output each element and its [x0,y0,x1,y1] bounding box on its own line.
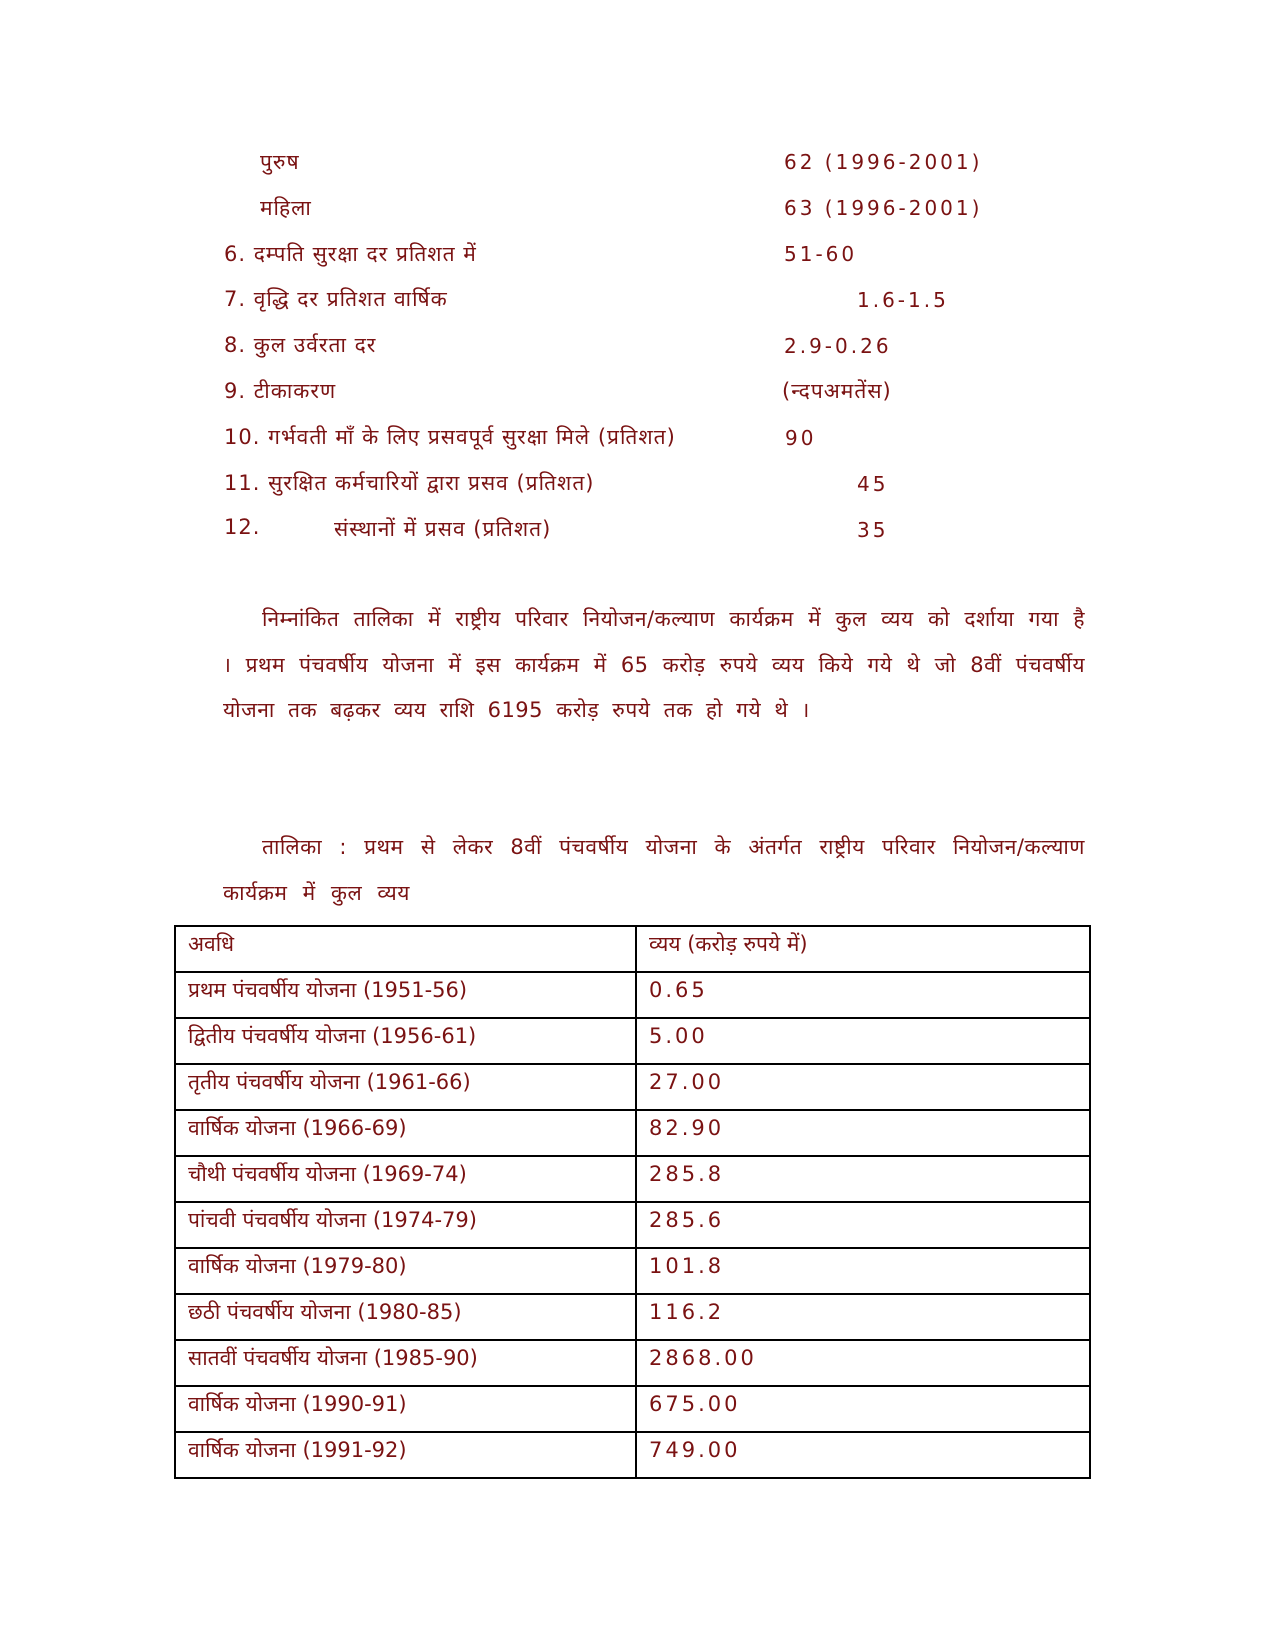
indicator-label: 6. दम्पति सुरक्षा दर प्रतिशत में [224,242,477,266]
indicator-value: 51-60 [784,242,858,266]
indicator-label-text: संस्थानों में प्रसव (प्रतिशत) [334,517,552,541]
indicator-value: 62 (1996-2001) [784,150,983,174]
period-cell: वार्षिक योजना (1966-69) [175,1110,636,1156]
table-header-row [175,926,1090,972]
table-caption: तालिका : प्रथम से लेकर 8वीं पंचवर्षीय योजना के अंतर्गत राष्ट्रीय परिवार नियोजन/कल्याण कार्यक्रम में कुल व्यय [223,835,1085,905]
expense-cell: 116.2 [636,1294,1090,1340]
indicator-label: पुरुष [260,150,300,174]
indicator-label: 9. टीकाकरण [224,379,337,403]
period-cell: तृतीय पंचवर्षीय योजना (1961-66) [175,1064,636,1110]
table-row [175,1110,1090,1156]
indicator-label: महिला [260,196,312,220]
table-row [175,1432,1090,1478]
period-cell: प्रथम पंचवर्षीय योजना (1951-56) [175,972,636,1018]
table-row [175,1156,1090,1202]
expense-cell: 2868.00 [636,1340,1090,1386]
indicator-value: 45 [857,472,889,496]
indicator-label: 8. कुल उर्वरता दर [224,333,377,357]
period-cell: वार्षिक योजना (1979-80) [175,1248,636,1294]
expense-cell: 285.6 [636,1202,1090,1248]
indicator-value: 90 [785,426,817,450]
expense-cell: 27.00 [636,1064,1090,1110]
table-row [175,1202,1090,1248]
expense-cell: 749.00 [636,1432,1090,1478]
body-paragraph: निम्नांकित तालिका में राष्ट्रीय परिवार नियोजन/कल्याण कार्यक्रम में कुल व्यय को दर्शाया गया है । प्रथम पंचवर्षीय योजना में इस कार्यक्रम में 65 करोड़ रुपये व्यय किये गये थे जो 8वीं पंचवर्षीय योजना तक बढ़कर व्यय राशि 6195 करोड़ रुपये तक हो गये थे । [223,607,1085,722]
expense-cell: 101.8 [636,1248,1090,1294]
expense-cell: 5.00 [636,1018,1090,1064]
indicator-value: 2.9-0.26 [784,334,892,358]
expense-cell: 675.00 [636,1386,1090,1432]
indicator-label: 12. [224,515,261,539]
expense-cell: 285.8 [636,1156,1090,1202]
table-row [175,1248,1090,1294]
indicator-label: 11. सुरक्षित कर्मचारियों द्वारा प्रसव (प्रतिशत) [224,471,595,495]
period-cell: द्वितीय पंचवर्षीय योजना (1956-61) [175,1018,636,1064]
column-header-period: अवधि [175,926,636,972]
indicator-label: 7. वृद्धि दर प्रतिशत वार्षिक [224,287,448,311]
period-cell: वार्षिक योजना (1990-91) [175,1386,636,1432]
expense-cell: 0.65 [636,972,1090,1018]
column-header-expense: व्यय (करोड़ रुपये में) [636,926,1090,972]
table-row [175,1294,1090,1340]
indicator-value: 35 [857,518,889,542]
table-row [175,1018,1090,1064]
expense-table [174,925,1091,1479]
period-cell: पांचवी पंचवर्षीय योजना (1974-79) [175,1202,636,1248]
table-row [175,1064,1090,1110]
indicator-value: (न्दपअमतेंस) [782,379,892,403]
indicator-label: 10. गर्भवती माँ के लिए प्रसवपूर्व सुरक्षा मिले (प्रतिशत) [224,425,676,449]
indicator-value: 63 (1996-2001) [784,196,983,220]
table-row [175,1340,1090,1386]
period-cell: छठी पंचवर्षीय योजना (1980-85) [175,1294,636,1340]
indicator-value: 1.6-1.5 [857,288,949,312]
table-row [175,1386,1090,1432]
period-cell: सातवीं पंचवर्षीय योजना (1985-90) [175,1340,636,1386]
period-cell: वार्षिक योजना (1991-92) [175,1432,636,1478]
period-cell: चौथी पंचवर्षीय योजना (1969-74) [175,1156,636,1202]
expense-cell: 82.90 [636,1110,1090,1156]
table-row [175,972,1090,1018]
